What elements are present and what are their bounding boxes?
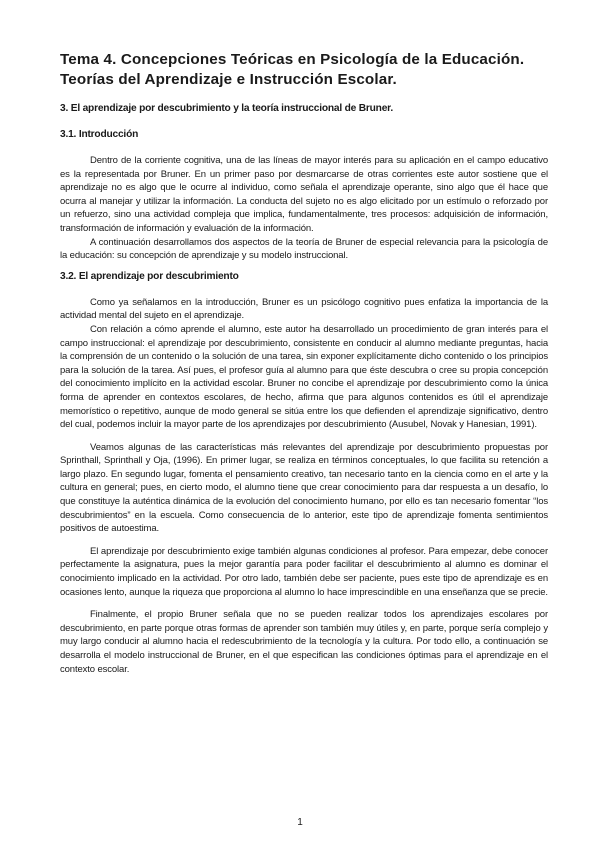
intro-paragraph-1: Dentro de la corriente cognitiva, una de las líneas de mayor interés para su aplicación en el campo educativo es la representada por Bruner. En un primer paso por desmarcarse de otras corrientes este autor sostiene que el aprendizaje no es algo que le ocurre al individuo, como señala el aprendizaje operante, sino algo que él hace que ocurra al manejar y utilizar la información. La conducta del sujeto no es algo elicitado por un estímulo o reforzado por un refuerzo, sino una actividad compleja que implica, fundamentalmente, tres procesos: adquisición de información, transformación de información y evaluación de la información. — [60, 155, 548, 234]
paragraph-5: Finalmente, el propio Bruner señala que no se pueden realizar todos los aprendizajes escolares por descubrimiento, en parte porque otras formas de aprender son también muy útiles y, en parte, porque sería complejo y muy largo conducir al alumno hacia el redescubrimiento de la tecnología y la cultura. Por todo ello, a continuación se desarrolla el modelo instruccional de Bruner, en el que especifican las condiciones óptimas para el aprendizaje en el contexto escolar. — [60, 609, 548, 675]
paragraph-1: Como ya señalamos en la introducción, Bruner es un psicólogo cognitivo pues enfatiza la importancia de la actividad mental del sujeto en el aprendizaje. — [60, 296, 548, 322]
section-heading-3-2: 3.2. El aprendizaje por descubrimiento — [60, 270, 239, 282]
document-page — [60, 50, 548, 676]
paragraph-3: Veamos algunas de las características más relevantes del aprendizaje por descubrimiento propuestas por Sprinthall, Sprinthall y Oja, (1996). En primer lugar, se realiza en términos conceptuales, lo que facilita su retención a largo plazo. En segundo lugar, fomenta el pensamiento creativo, tan necesario tanto en la ciencia como en el arte y la cultura en general; pues, en cierto modo, el alumno tiene que crear conocimiento para dar respuesta a un desafío, lo que constituye la auténtica dinámica de la evolución del conocimiento humano, por ello es tan necesario fomentar “los descubrimientos” en la escuela. Como consecuencia de lo anterior, este tipo de aprendizaje fomenta sentimientos positivos de autoestima. — [60, 441, 548, 535]
intro-paragraph-2: A continuación desarrollamos dos aspectos de la teoría de Bruner de especial relevancia para la psicología de la educación: su concepción de aprendizaje y su modelo instruccional. — [60, 236, 548, 262]
section-heading-3-1: 3.1. Introducción — [60, 129, 139, 140]
paragraph-2: Con relación a cómo aprende el alumno, este autor ha desarrollado un procedimiento de gran interés para el campo instruccional: el aprendizaje por descubrimiento, consistente en conducir al alumno mediante preguntas, hacia la comprensión de un contenido o la solución de una tarea, sin exponer explícitamente dicho contenido o los principios para la solución de la tarea. Así pues, el profesor guía al alumno para que éste descubra o cree su propia concepción del conocimiento implícito en la actividad escolar. Bruner no concibe el aprendizaje por descubrimiento como la única forma de aprender en contextos escolares, de hecho, afirma que para algunos contenidos es útil el aprendizaje memorístico o repetitivo, aunque de modo general se sitúa entre los que defienden el aprendizaje significativo, dentro del cual, podemos incluir la mayor parte de los aprendizajes por descubrimiento (Ausubel, Novak y Hanesian, 1991). — [60, 323, 548, 431]
section-heading-3: 3. El aprendizaje por descubrimiento y la teoría instruccional de Bruner. — [60, 103, 394, 114]
page-number: 1 — [297, 817, 303, 828]
document-title: Tema 4. Concepciones Teóricas en Psicología de la Educación. Teorías del Aprendizaje e Instrucción Escolar. — [60, 51, 525, 88]
paragraph-4: El aprendizaje por descubrimiento exige también algunas condiciones al profesor. Para empezar, debe conocer perfectamente la asignatura, pues la mejor garantía para poder facilitar el descubrimiento al alumno es dominar el conocimiento implicado en la actividad. Por otro lado, también debe ser paciente, pues este tipo de aprendizaje es en ocasiones lento, aunque la riqueza que proporciona al alumno lo hace imprescindible en una enseñanza que se precie. — [60, 545, 548, 598]
